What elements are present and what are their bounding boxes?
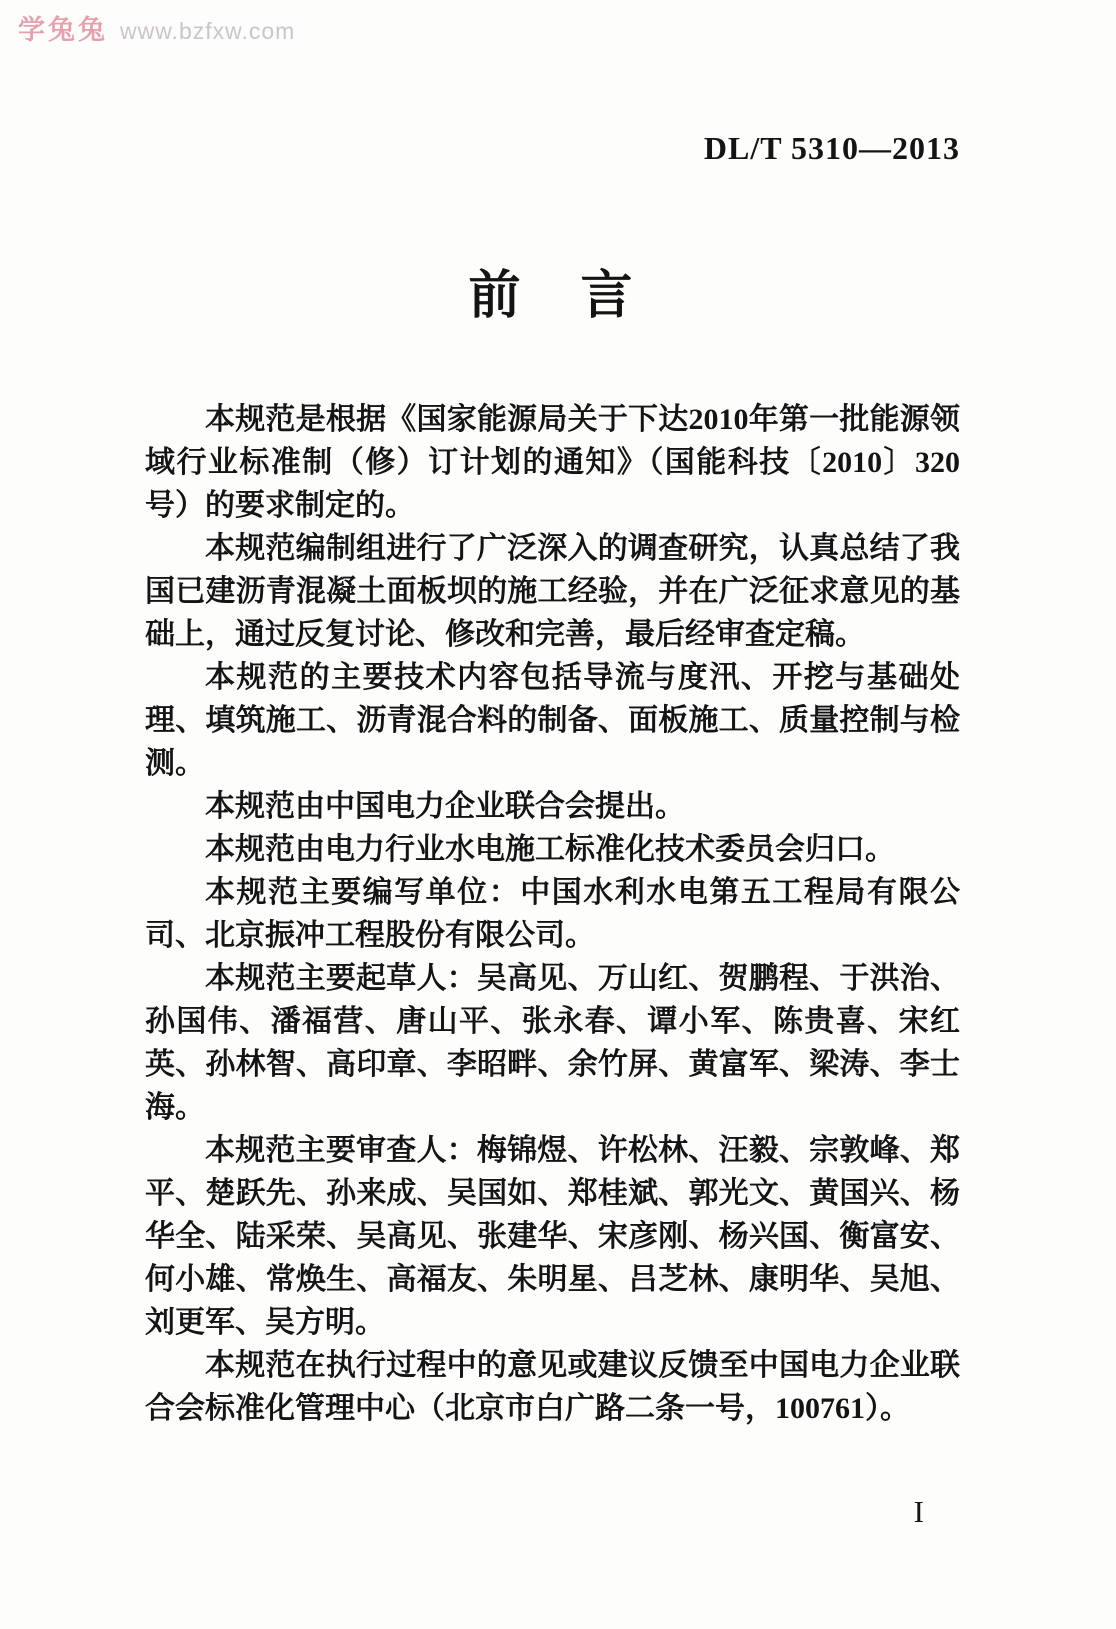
paragraph: 本规范主要编写单位：中国水利水电第五工程局有限公司、北京振冲工程股份有限公司。 — [145, 876, 960, 952]
paragraph: 本规范编制组进行了广泛深入的调查研究，认真总结了我国已建沥青混凝土面板坝的施工经验，并在广泛征求意见的基础上，通过反复讨论、修改和完善，最后经审查定稿。 — [145, 532, 960, 651]
watermark-site-url: www.bzfxw.com — [120, 18, 296, 44]
paragraph: 本规范主要起草人：吴高见、万山红、贺鹏程、于洪治、孙国伟、潘福营、唐山平、张永春、谭小军、陈贵喜、宋红英、孙林智、高印章、李昭畔、余竹屏、黄富军、梁涛、李士海。 — [145, 962, 960, 1124]
document-body — [145, 398, 960, 1430]
watermark-site-name: 学兔兔 — [18, 15, 108, 45]
page-number: I — [913, 1494, 924, 1529]
page-title: 前 言 — [468, 268, 637, 325]
doc-number: DL/T 5310—2013 — [703, 130, 960, 166]
paragraph: 本规范由电力行业水电施工标准化技术委员会归口。 — [205, 833, 895, 866]
paragraph: 本规范由中国电力企业联合会提出。 — [205, 790, 685, 823]
paragraph: 本规范在执行过程中的意见或建议反馈至中国电力企业联合会标准化管理中心（北京市白广路二条一号，100761）。 — [145, 1349, 960, 1425]
paragraph: 本规范主要审查人：梅锦煜、许松林、汪毅、宗敦峰、郑平、楚跃先、孙来成、吴国如、郑桂斌、郭光文、黄国兴、杨华全、陆采荣、吴高见、张建华、宋彦刚、杨兴国、衡富安、何小雄、常焕生、高福友、朱明星、吕芝林、康明华、吴旭、刘更军、吴方明。 — [145, 1134, 960, 1339]
paragraph: 本规范是根据《国家能源局关于下达2010年第一批能源领域行业标准制（修）订计划的通知》（国能科技〔2010〕320号）的要求制定的。 — [145, 403, 960, 522]
paragraph: 本规范的主要技术内容包括导流与度汛、开挖与基础处理、填筑施工、沥青混合料的制备、面板施工、质量控制与检测。 — [145, 661, 960, 780]
watermark — [18, 8, 295, 47]
